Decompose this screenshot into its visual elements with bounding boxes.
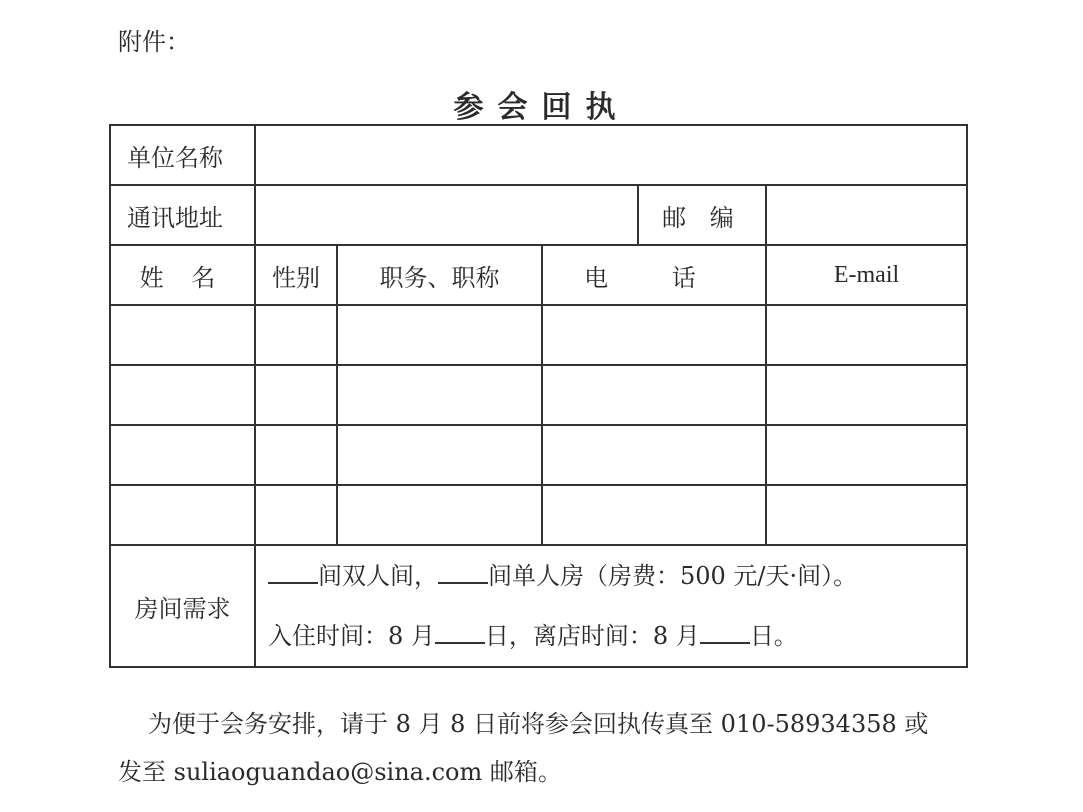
table-row — [110, 485, 967, 545]
title-cell[interactable] — [337, 425, 542, 485]
checkin-text: 入住时间：8 月 — [268, 622, 435, 650]
room-count-line — [256, 546, 966, 606]
name-cell[interactable] — [110, 365, 255, 425]
title-cell[interactable] — [337, 365, 542, 425]
reply-form-table — [109, 124, 968, 668]
org-field[interactable] — [255, 125, 967, 185]
email-cell[interactable] — [766, 365, 967, 425]
email-cell[interactable] — [766, 305, 967, 365]
double-room-text: 间双人间， — [318, 562, 438, 590]
phone-cell[interactable] — [542, 305, 766, 365]
name-cell[interactable] — [110, 485, 255, 545]
header-name: 姓 名 — [110, 245, 255, 305]
room-label: 房间需求 — [110, 545, 255, 667]
gender-cell[interactable] — [255, 305, 337, 365]
page-title: 参会回执 — [453, 90, 630, 125]
room-row — [110, 545, 967, 667]
title-cell[interactable] — [337, 305, 542, 365]
header-row — [110, 245, 967, 305]
phone-cell[interactable] — [542, 485, 766, 545]
email-cell[interactable] — [766, 425, 967, 485]
table-row — [110, 305, 967, 365]
single-room-blank[interactable] — [438, 562, 488, 584]
address-row — [110, 185, 967, 245]
double-room-blank[interactable] — [268, 562, 318, 584]
org-row — [110, 125, 967, 185]
stay-dates-line — [256, 606, 966, 666]
table-row — [110, 425, 967, 485]
header-title: 职务、职称 — [337, 245, 542, 305]
address-field[interactable] — [255, 185, 638, 245]
title-cell[interactable] — [337, 485, 542, 545]
footer-line-2: 发至 suliaoguandao@sina.com 邮箱。 — [118, 758, 562, 786]
org-label: 单位名称 — [110, 125, 255, 185]
room-details — [255, 545, 967, 667]
address-label: 通讯地址 — [110, 185, 255, 245]
phone-cell[interactable] — [542, 365, 766, 425]
gender-cell[interactable] — [255, 425, 337, 485]
email-cell[interactable] — [766, 485, 967, 545]
header-email: E-mail — [766, 245, 967, 305]
postcode-field[interactable] — [766, 185, 967, 245]
gender-cell[interactable] — [255, 365, 337, 425]
checkout-text: 日，离店时间：8 月 — [484, 622, 700, 650]
table-row — [110, 365, 967, 425]
attachment-label: 附件： — [118, 28, 190, 56]
name-cell[interactable] — [110, 425, 255, 485]
header-phone: 电 话 — [542, 245, 766, 305]
postcode-label: 邮 编 — [638, 185, 766, 245]
footer-note — [118, 700, 978, 796]
name-cell[interactable] — [110, 305, 255, 365]
checkout-day-blank[interactable] — [700, 622, 750, 644]
gender-cell[interactable] — [255, 485, 337, 545]
checkin-day-blank[interactable] — [435, 622, 485, 644]
phone-cell[interactable] — [542, 425, 766, 485]
footer-line-1: 为便于会务安排，请于 8 月 8 日前将参会回执传真至 010-58934358 或 — [148, 710, 929, 738]
header-gender: 性别 — [255, 245, 337, 305]
single-room-text: 间单人房（房费：500 元/天·间）。 — [488, 562, 858, 590]
checkout-end-text: 日。 — [749, 622, 798, 650]
